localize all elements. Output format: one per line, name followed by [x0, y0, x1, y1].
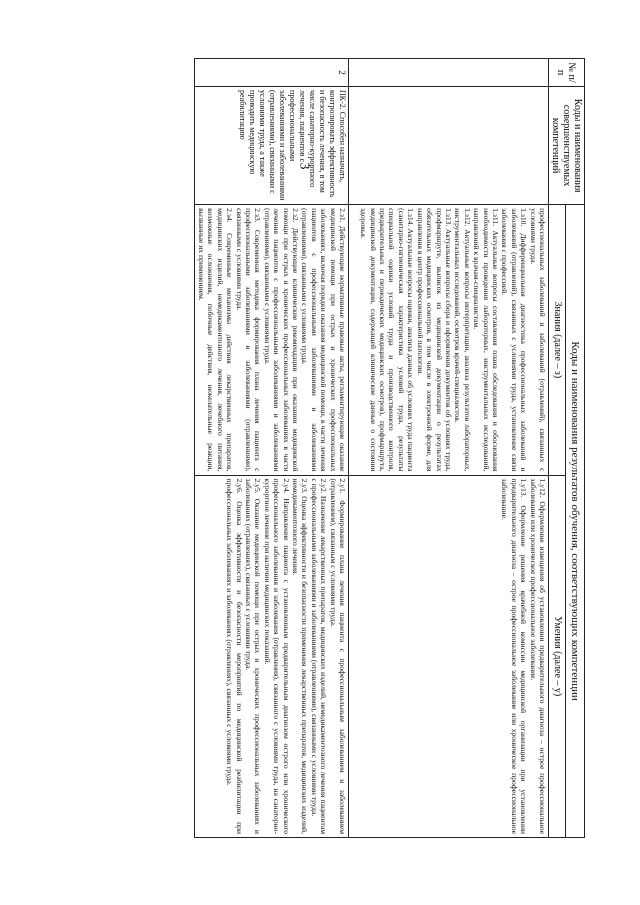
skills-cell [195, 475, 349, 837]
skill-item: 2.у1. Формирование плана лечения пациента с профессиональным заболеванием и заболеванием (отравлением), связанным с условиями труда. [328, 478, 347, 834]
header-num: № п/п [549, 59, 585, 87]
knowledge-item: 1.з11. Актуальные вопросы составления плана обследования и обоснования необходимости проведения лабораторных, инструментальных исследований, направлений к врачам-специалистам. [472, 208, 500, 472]
knowledge-cell [349, 205, 549, 475]
knowledge-item: 2.з2. Действующие клинические рекомендации при оказании медицинской помощи при острых и хронических профессиональных заболеваниях в части лечения пациентов с профессиональными заболеваниями и заболеваниями (отравлениями), связанными с условиями труда. [262, 208, 300, 472]
skill-item: 1.у12. Оформление извещения об установлении предварительного диагноза – острое профессиональное заболевание или хроническое профессиональное заболевание. [528, 478, 547, 834]
skill-item: 2.у4. Направление пациента с установленным предварительным диагнозом острого или хронического профессионального заболевания и заболевания (отравления), связанного с условиями труда, на санаторно-курортное лечение при наличии медицинских показаний. [262, 478, 291, 834]
knowledge-item: 1.з10. Дифференциальная диагностика профессиональных заболеваний и заболеваний (отравлений), связанных с условиями труда, установление связи заболевания с профессией. [500, 208, 529, 472]
header-skills: Умения (далее – у) [549, 475, 566, 837]
competence-name [349, 87, 549, 205]
skill-item: 1.у13. Оформление решения врачебной комиссии медицинской организации при установлении предварительного диагноза – острое профессиональное заболевание или хроническое профессиональное заболевание. [500, 478, 529, 834]
header-codes: Коды и наименования совершенствуемых компетенций [549, 87, 585, 205]
knowledge-item: 2.з3. Современная методика формирования плана лечения пациента с профессиональными заболеваниями и заболеваниями (отравлениями), связанными с условиями труда. [234, 208, 263, 472]
skill-item: 2.у3. Оценка эффективности и безопасности применения лекарственных препаратов, медицинских изделий, немедикаментозного лечения. [290, 478, 310, 834]
row-number: 2 [195, 59, 349, 87]
skill-item: 2.у2. Назначение лекарственных препаратов, медицинских изделий, немедикаментозного лечения пациентам с профессиональными заболеваниями и заболеваниями (отравлениями), связанными с условиями труда. [309, 478, 329, 834]
knowledge-item: 1.з12. Актуальные вопросы интерпретации, анализа результатов лабораторных, инструментальных исследований, осмотров врачей-специалистов. [453, 208, 472, 472]
skills-cell [349, 475, 549, 837]
knowledge-item: 2.з1. Действующие нормативные правовые акты, регламентирующие оказание медицинской помощи при острых и хронических профессиональных заболеваниях, включая порядки оказания медицинской помощи, в части лечения пациентов с профессиональными заболеваниями и заболеваниями (отравлениями), связанными с условиями труда. [300, 208, 347, 472]
page-number: 3 [296, 162, 312, 170]
row-number [349, 59, 549, 87]
knowledge-item: 2.з4. Современные механизмы действия лекарственных препаратов, медицинских изделий, немедикаментозного лечения, лечебного питания, возможные осложнения, побочные действия, нежелательные реакции, вызванные их применением. [196, 208, 235, 472]
header-knowledge: Знания (далее – з) [549, 205, 566, 475]
knowledge-item: 1.з13. Актуальные вопросы сбора и оформления документов об условиях труда, профмаршруте, выписок из медицинской документации о результатах обязательных медицинских осмотров, в том числе в электронной форме, для направления в центр профессиональной патологии. [415, 208, 453, 472]
skill-item: 2.у5. Оказание медицинской помощи при острых и хронических профессиональных заболеваниях и заболеваниях (отравлениях), связанных с условиями труда. [243, 478, 263, 834]
knowledge-item: профессиональных заболеваний и заболеваний (отравлений), связанных с условиями труда. [528, 208, 547, 472]
competence-name: ПК-2. Способен назначать, контролировать эффективность и безопасность лечения, в том числе санаторно-курортного лечения, пациентов с профессиональными заболеваниями и заболеваниями (отравлениями), связанными с условиями труда, а также проводить медицинскую реабилитацию [195, 87, 349, 205]
table-row [349, 59, 549, 838]
competence-table-sheet [45, 58, 585, 838]
header-results-group: Коды и наименования результатов обучения, соответствующих компетенции [566, 205, 585, 838]
competence-table [195, 58, 586, 838]
knowledge-item: 1.з14. Актуальные вопросы оценки, анализа данных об условиях труда пациента (санитарно-гигиеническая характеристика условий труда, результаты специальной оценки условий труда и производственного контроля, предварительных и периодических медицинских осмотров), профмаршрута, медицинской документации, содержащей клинические данные о состоянии здоровья. [359, 208, 416, 472]
skill-item: 2.у6. Оценка эффективности и безопасности мероприятий по медицинской реабилитации при профессиональных заболеваниях и заболеваниях (отравлениях), связанных с условиями труда. [225, 478, 244, 834]
knowledge-cell [195, 205, 349, 475]
table-row [195, 59, 349, 838]
